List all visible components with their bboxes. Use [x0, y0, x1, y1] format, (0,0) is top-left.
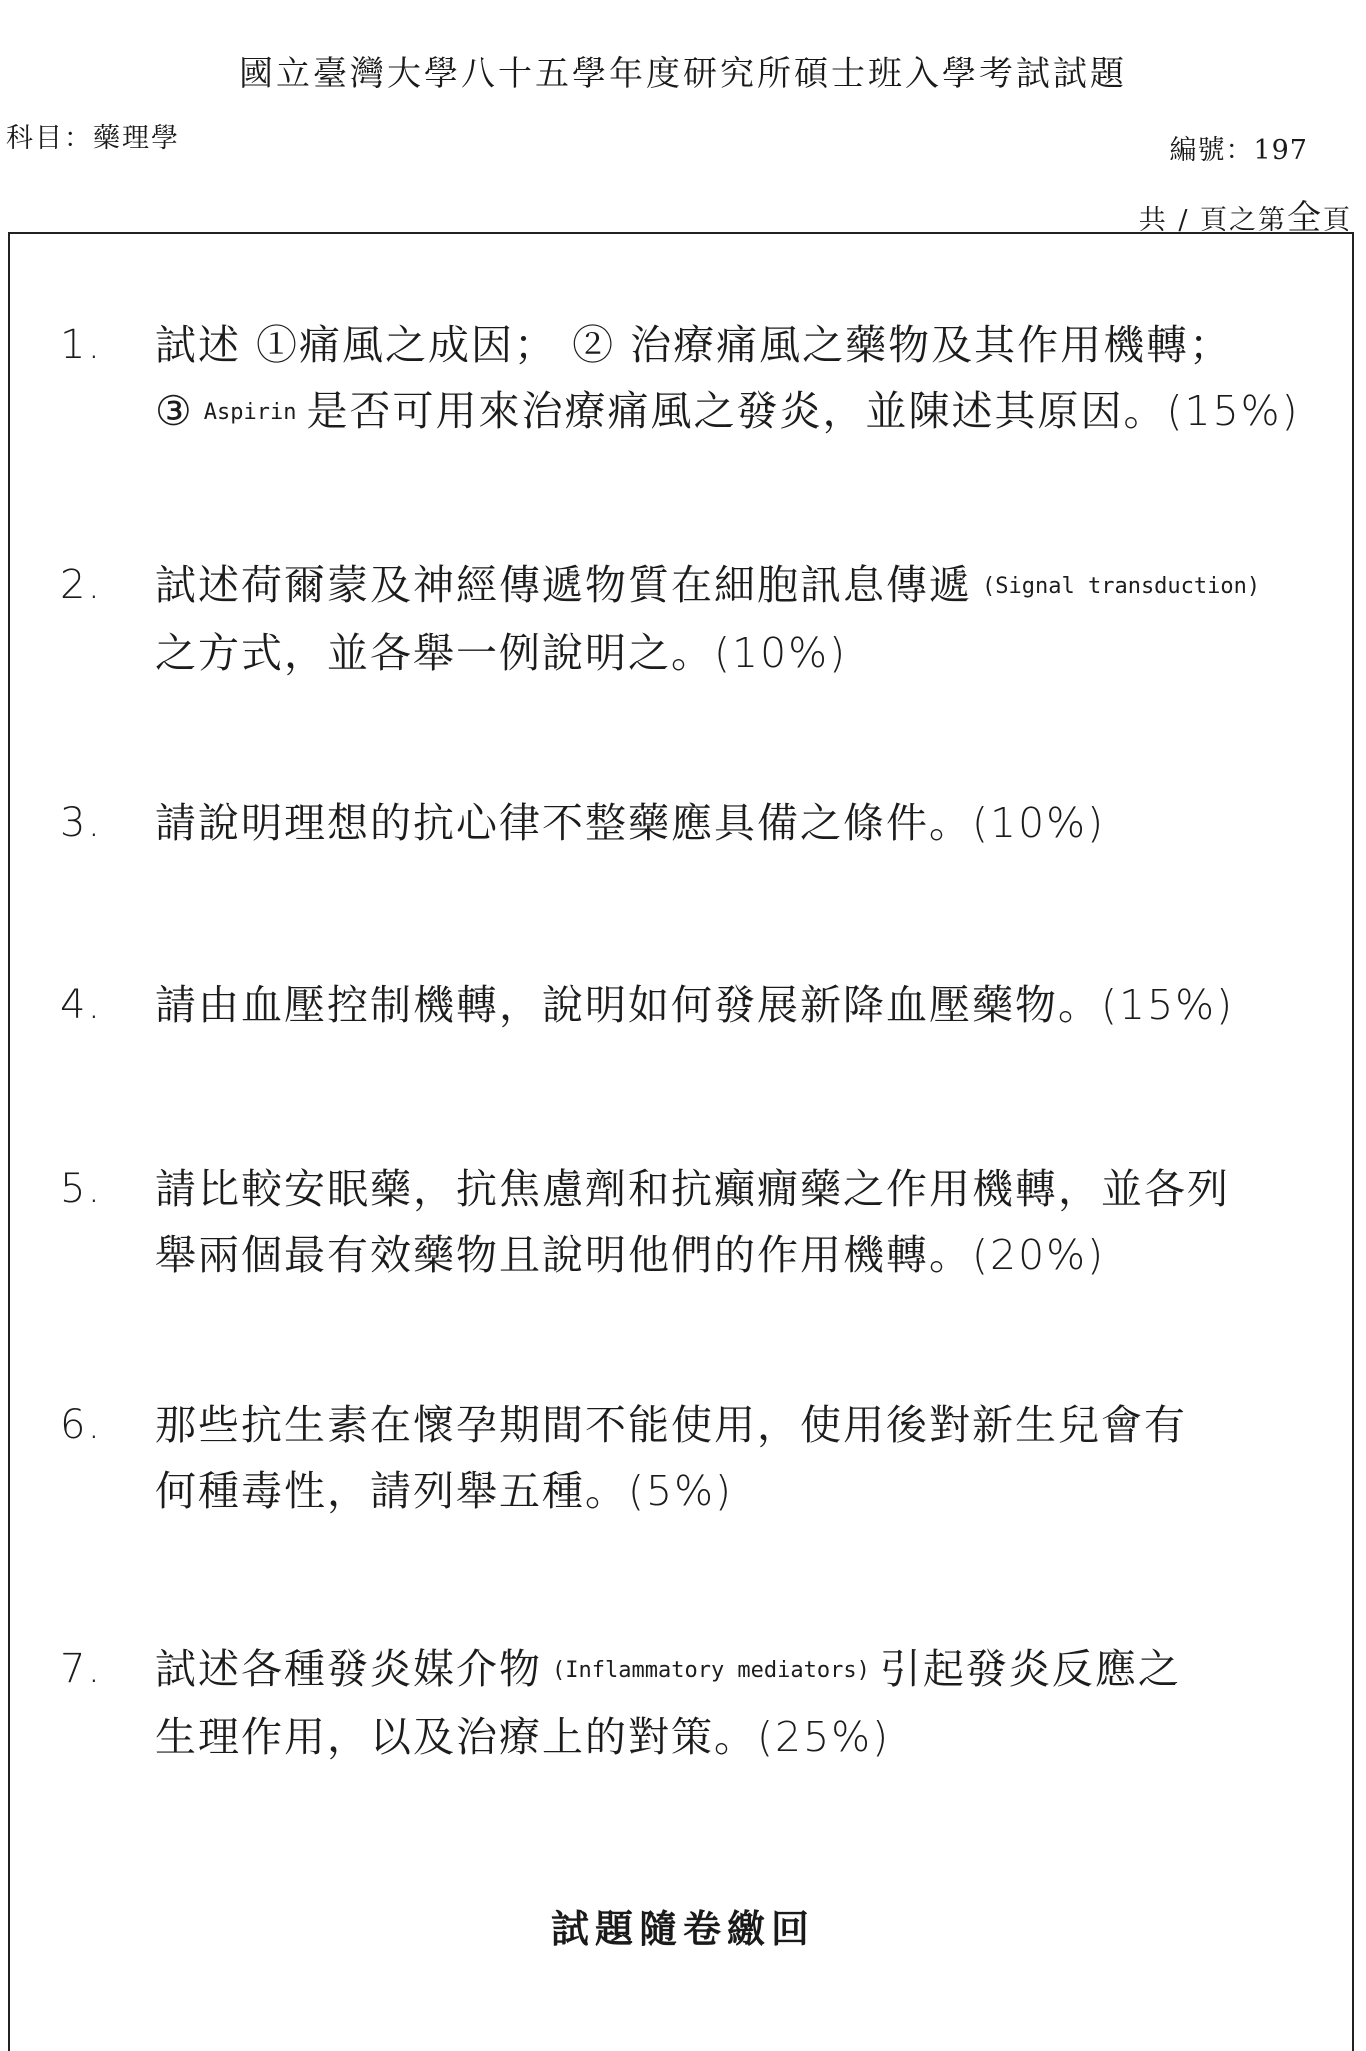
- question-2: [60, 552, 1336, 686]
- question-english-term: Aspirin: [203, 400, 297, 425]
- question-line: 那些抗生素在懷孕期間不能使用，使用後對新生兒會有: [155, 1401, 1187, 1449]
- question-line: 何種毒性，請列舉五種。(5%): [155, 1467, 734, 1515]
- page-count-prefix: 共 / 頁之第: [1138, 205, 1287, 236]
- question-line: [155, 552, 1336, 620]
- return-paper-notice: 試題隨卷繳回: [550, 1906, 815, 1951]
- question-7: [60, 1636, 1336, 1770]
- question-4: [60, 972, 1336, 1038]
- exam-title: 國立臺灣大學八十五學年度研究所碩士班入學考試試題: [239, 54, 1127, 94]
- question-text: 試述各種發炎媒介物: [155, 1645, 542, 1693]
- question-5: [60, 1156, 1336, 1288]
- question-number: 6.: [60, 1402, 103, 1448]
- subject-label: 科目：藥理學: [6, 123, 180, 154]
- question-english-term: (Inflammatory mediators): [552, 1658, 870, 1683]
- question-number: 2.: [60, 562, 103, 608]
- question-line: [155, 378, 1336, 446]
- question-text: 試述荷爾蒙及神經傳遞物質在細胞訊息傳遞: [155, 561, 972, 609]
- question-text: 引起發炎反應之: [879, 1645, 1181, 1693]
- question-1: [60, 312, 1336, 446]
- question-english-term: (Signal transduction): [982, 574, 1261, 599]
- question-line: 舉兩個最有效藥物且說明他們的作用機轉。(20%): [155, 1231, 1106, 1279]
- page-count-suffix: 頁: [1323, 205, 1352, 236]
- question-6: [60, 1392, 1336, 1524]
- exam-code: 編號：197: [1169, 135, 1308, 166]
- question-number: 1.: [60, 322, 103, 368]
- question-line: [155, 1636, 1336, 1704]
- page-count-handwritten: 全: [1287, 198, 1323, 238]
- question-line: 請比較安眠藥，抗焦慮劑和抗癲癇藥之作用機轉，並各列: [155, 1165, 1230, 1213]
- question-number: 4.: [60, 982, 103, 1028]
- question-line: 請說明理想的抗心律不整藥應具備之條件。(10%): [155, 799, 1106, 847]
- question-number: 5.: [60, 1166, 103, 1212]
- question-line: 生理作用，以及治療上的對策。(25%): [155, 1713, 891, 1761]
- question-text: ③: [155, 387, 194, 435]
- question-line: 試述 ①痛風之成因； ② 治療痛風之藥物及其作用機轉；: [155, 321, 1233, 369]
- question-number: 3.: [60, 800, 103, 846]
- question-line: 之方式，並各舉一例說明之。(10%): [155, 629, 848, 677]
- question-3: [60, 790, 1336, 856]
- question-line: 請由血壓控制機轉，說明如何發展新降血壓藥物。(15%): [155, 981, 1235, 1029]
- question-text: 是否可用來治療痛風之發炎，並陳述其原因。(15%): [306, 387, 1300, 435]
- answer-frame: [8, 232, 1354, 2051]
- question-number: 7.: [60, 1646, 103, 1692]
